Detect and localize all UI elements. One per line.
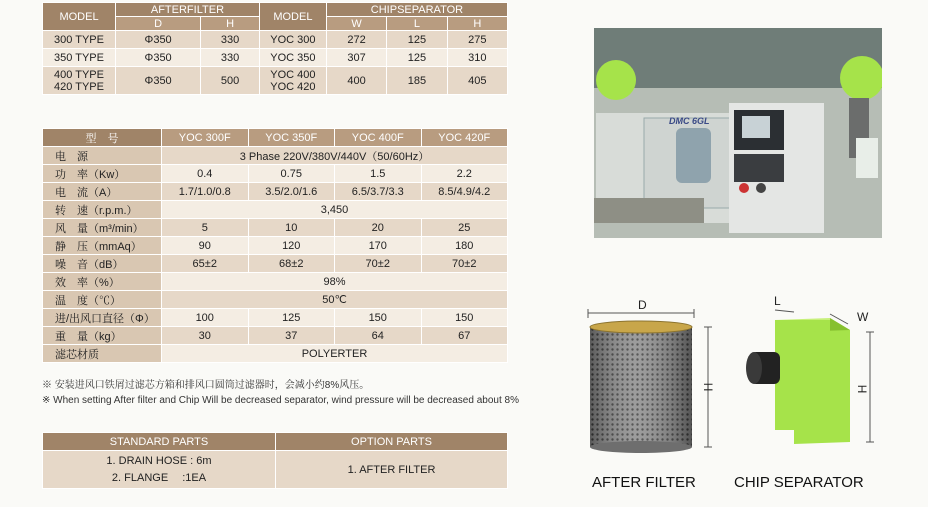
- spec-row: [43, 309, 508, 327]
- cell: Φ350: [116, 67, 201, 95]
- cell: 405: [447, 67, 507, 95]
- col-d: D: [116, 17, 201, 31]
- spec-value: 10: [248, 219, 335, 237]
- spec-value: 1.5: [335, 165, 422, 183]
- spec-value: 5: [162, 219, 249, 237]
- spec-value: 6.5/3.7/3.3: [335, 183, 422, 201]
- col-chipseparator: CHIPSEPARATOR: [326, 3, 507, 17]
- cell: 500: [201, 67, 260, 95]
- spec-label: 效 率（%）: [43, 273, 162, 291]
- option-parts-header: OPTION PARTS: [276, 433, 508, 451]
- spec-value: 25: [421, 219, 508, 237]
- spec-value: 180: [421, 237, 508, 255]
- standard-parts-list: [43, 451, 276, 489]
- spec-value: 50℃: [162, 291, 508, 309]
- spec-value: 90: [162, 237, 249, 255]
- spec-label: 电 流（A）: [43, 183, 162, 201]
- col-h: H: [201, 17, 260, 31]
- cell: 125: [387, 49, 447, 67]
- spec-table: [42, 128, 508, 363]
- spec-row: [43, 183, 508, 201]
- cell: 300 TYPE: [43, 31, 116, 49]
- chip-separator-caption: CHIP SEPARATOR: [734, 474, 864, 491]
- spec-row: [43, 345, 508, 363]
- spec-row: [43, 237, 508, 255]
- spec-value: 0.75: [248, 165, 335, 183]
- spec-value: 170: [335, 237, 422, 255]
- spec-row: [43, 327, 508, 345]
- cell-line: YOC 400: [270, 68, 316, 81]
- spec-row: [43, 291, 508, 309]
- spec-value: 68±2: [248, 255, 335, 273]
- spec-value: 37: [248, 327, 335, 345]
- machine-illustration: [594, 28, 882, 238]
- spec-value: 2.2: [421, 165, 508, 183]
- table-row: [43, 67, 508, 95]
- col-l: L: [387, 17, 447, 31]
- col-model: MODEL: [43, 3, 116, 31]
- spec-value: 70±2: [421, 255, 508, 273]
- dim-d-label: D: [638, 298, 647, 312]
- after-filter-caption: AFTER FILTER: [592, 474, 696, 491]
- spec-label: 噪 音（dB）: [43, 255, 162, 273]
- spec-value: 98%: [162, 273, 508, 291]
- table-row: [43, 49, 508, 67]
- spec-row: [43, 219, 508, 237]
- cell: 330: [201, 49, 260, 67]
- spec-value: 0.4: [162, 165, 249, 183]
- spec-value: 3.5/2.0/1.6: [248, 183, 335, 201]
- spec-value: 67: [421, 327, 508, 345]
- spec-col: YOC 400F: [335, 129, 422, 147]
- spec-row: [43, 255, 508, 273]
- spec-label: 功 率（Kw）: [43, 165, 162, 183]
- option-parts-list: 1. AFTER FILTER: [276, 451, 508, 489]
- cell-line: 400 TYPE: [54, 68, 104, 81]
- dimensions-table: [42, 2, 508, 95]
- after-filter-drawing: [580, 292, 730, 462]
- spec-value: 64: [335, 327, 422, 345]
- spec-value: 150: [421, 309, 508, 327]
- cell: [259, 67, 326, 95]
- cell: 272: [326, 31, 386, 49]
- cell: 400: [326, 67, 386, 95]
- spec-label: 温 度（℃）: [43, 291, 162, 309]
- cell: 307: [326, 49, 386, 67]
- spec-value: 1.7/1.0/0.8: [162, 183, 249, 201]
- note-cn: ※ 安装进风口铁屑过滤芯方箱和排风口圆筒过滤器时，会减小约8%风压。: [42, 380, 370, 391]
- machine-label: DMC 6GL: [669, 116, 710, 126]
- spec-header-label: 型 号: [43, 129, 162, 147]
- parts-table: [42, 432, 508, 489]
- spec-row: [43, 147, 508, 165]
- cell-line: YOC 420: [270, 80, 316, 93]
- cell: 185: [387, 67, 447, 95]
- col-afterfilter: AFTERFILTER: [116, 3, 260, 17]
- spec-value: POLYERTER: [162, 345, 508, 363]
- cell: 125: [387, 31, 447, 49]
- spec-value: 100: [162, 309, 249, 327]
- note-en: ※ When setting After filter and Chip Will be decreased separator, wind pressure will be decreased about 8%: [42, 395, 519, 406]
- cell: Φ350: [116, 31, 201, 49]
- cell: 275: [447, 31, 507, 49]
- spec-value: 125: [248, 309, 335, 327]
- spec-label: 进/出风口直径（Φ）: [43, 309, 162, 327]
- spec-value: 30: [162, 327, 249, 345]
- spec-row: [43, 165, 508, 183]
- table-row: [43, 31, 508, 49]
- col-h2: H: [447, 17, 507, 31]
- chip-separator-figure: [730, 292, 890, 462]
- spec-col: YOC 350F: [248, 129, 335, 147]
- cell: 310: [447, 49, 507, 67]
- spec-value: 3 Phase 220V/380V/440V（50/60Hz）: [162, 147, 508, 165]
- spec-value: 65±2: [162, 255, 249, 273]
- cell: YOC 300: [259, 31, 326, 49]
- col-w: W: [326, 17, 386, 31]
- spec-value: 70±2: [335, 255, 422, 273]
- spec-label: 滤芯材质: [43, 345, 162, 363]
- standard-item: 1. DRAIN HOSE : 6m: [106, 454, 212, 467]
- spec-label: 重 量（kg）: [43, 327, 162, 345]
- cell: [43, 67, 116, 95]
- dim-w-label: W: [857, 310, 869, 324]
- standard-parts-header: STANDARD PARTS: [43, 433, 276, 451]
- cell-line: 420 TYPE: [54, 80, 104, 93]
- dim-h-label: H: [855, 384, 870, 394]
- notes: [42, 378, 519, 408]
- spec-label: 电 源: [43, 147, 162, 165]
- spec-value: 3,450: [162, 201, 508, 219]
- machine-photo: [594, 28, 882, 238]
- cell: 330: [201, 31, 260, 49]
- cell: YOC 350: [259, 49, 326, 67]
- spec-label: 风 量（m³/min）: [43, 219, 162, 237]
- spec-row: [43, 201, 508, 219]
- dim-h-label: H: [701, 382, 716, 392]
- spec-value: 120: [248, 237, 335, 255]
- spec-label: 静 压（mmAq）: [43, 237, 162, 255]
- col-model2: MODEL: [259, 3, 326, 31]
- spec-label: 转 速（r.p.m.）: [43, 201, 162, 219]
- after-filter-figure: [580, 292, 730, 462]
- spec-col: YOC 300F: [162, 129, 249, 147]
- spec-value: 20: [335, 219, 422, 237]
- spec-value: 8.5/4.9/4.2: [421, 183, 508, 201]
- spec-value: 150: [335, 309, 422, 327]
- standard-item: 2. FLANGE :1EA: [111, 471, 207, 484]
- dim-l-label: L: [774, 294, 781, 308]
- spec-col: YOC 420F: [421, 129, 508, 147]
- cell: 350 TYPE: [43, 49, 116, 67]
- cell: Φ350: [116, 49, 201, 67]
- spec-row: [43, 273, 508, 291]
